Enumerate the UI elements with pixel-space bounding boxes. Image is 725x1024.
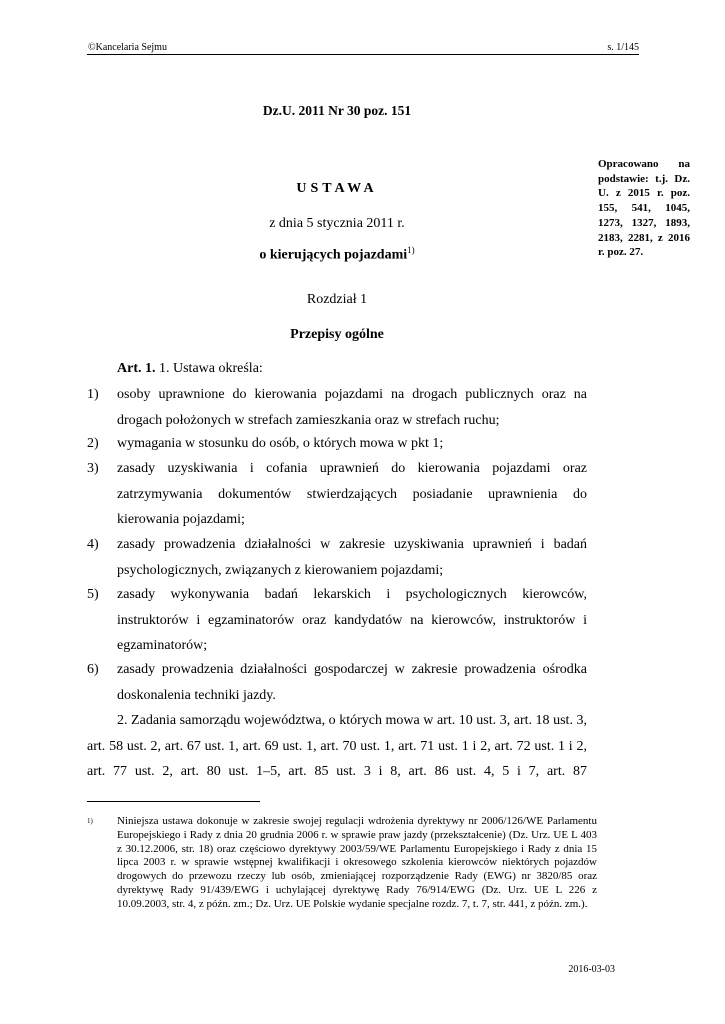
list-item-text: zasady prowadzenia działalności gospodarczej w zakresie prowadzenia ośrodka doskonalenia techniki jazdy. [117, 662, 587, 703]
list-item-number: 6) [87, 662, 99, 677]
chapter-label: Rozdział 1 [306, 292, 368, 307]
act-title [87, 245, 587, 264]
list-item [87, 532, 587, 583]
list-item [87, 456, 587, 533]
act-title-text: o kierujących pojazdami [259, 247, 408, 263]
list-item-text: wymagania w stosunku do osób, o których mowa w pkt 1; [117, 436, 444, 451]
list-item-text: osoby uprawnione do kierowania pojazdami na drogach publicznych oraz na drogach położonych w strefach zamieszkania oraz w strefach ruchu; [117, 387, 587, 428]
header-left: ©Kancelaria Sejmu [88, 42, 167, 53]
footnote-divider [87, 801, 260, 802]
list-item-text: zasady wykonywania badań lekarskich i psychologicznych kierowców, instruktorów i egzaminatorów oraz kandydatów na kierowców, instruktorów i egzaminatorów; [117, 587, 587, 653]
list-item [87, 582, 587, 659]
list-item-number: 5) [87, 587, 99, 602]
act-type: USTAWA [296, 181, 378, 196]
list-item-number: 1) [87, 387, 99, 402]
list-item-number: 3) [87, 461, 99, 476]
list-item [87, 657, 587, 708]
list-item-text: zasady uzyskiwania i cofania uprawnień do kierowania pojazdami oraz zatrzymywania dokumentów stwierdzających posiadanie uprawnienia do kierowania pojazdami; [117, 461, 587, 527]
list-item [87, 431, 587, 457]
article-intro [117, 356, 587, 382]
list-item-number: 2) [87, 436, 99, 451]
footnote-text: Niniejsza ustawa dokonuje w zakresie swojej regulacji wdrożenia dyrektywy nr 2006/126/WE Parlamentu Europejskiego i Rady z dnia 20 grudnia 2006 r. w sprawie praw jazdy (przekształcenie) (Dz. Urz. UE L 403 z 30.12.2006, str. 18) oraz częściowo dyrektywy 2003/59/WE Parlamentu Europejskiego i Rady z dnia 15 lipca 2003 r. w sprawie wstępnej kwalifikacji i okresowego szkolenia kierowców niektórych pojazdów drogowych do przewozu rzeczy lub osób, zmieniającej rozporządzenie Rady (EWG) nr 3820/85 oraz dyrektywę Rady 91/439/EWG i uchylającej dyrektywę Rady 76/914/EWG (Dz. Urz. UE L 226 z 10.09.2003, str. 4, z późn. zm.; Dz. Urz. UE Polskie wydanie specjalne rozdz. 7, t. 7, str. 441, z późn. zm.). [117, 815, 597, 910]
footnote-marker: 1) [87, 817, 93, 825]
footnote [87, 815, 597, 912]
chapter-title: Przepisy ogólne [290, 327, 384, 342]
article-label: Art. 1. [117, 361, 156, 376]
list-item [87, 382, 587, 433]
header-divider [87, 54, 639, 55]
page-number: s. 1/145 [607, 42, 639, 53]
list-item-number: 4) [87, 537, 99, 552]
page-date: 2016-03-03 [568, 964, 615, 975]
list-item-text: zasady prowadzenia działalności w zakresie uzyskiwania uprawnień i badań psychologicznych, związanych z kierowaniem pojazdami; [117, 537, 587, 578]
article-paragraph-2: 2. Zadania samorządu województwa, o których mowa w art. 10 ust. 3, art. 18 ust. 3, art. 58 ust. 2, art. 67 ust. 1, art. 69 ust. 1, art. 70 ust. 1, art. 71 ust. 1 i 2, art. 72 ust. 1 i 2, art. 77 ust. 2, art. 80 ust. 1–5, art. 85 ust. 3 i 8, art. 86 ust. 4, 5 i 7, art. 87 [87, 713, 587, 779]
footnote-reference[interactable]: 1) [407, 245, 415, 255]
journal-reference: Dz.U. 2011 Nr 30 poz. 151 [262, 103, 412, 118]
act-date: z dnia 5 stycznia 2011 r. [269, 216, 405, 231]
side-note: Opracowano na podstawie: t.j. Dz. U. z 2015 r. poz. 155, 541, 1045, 1273, 1327, 1893, 2183, 2281, z 2016 r. poz. 27. [598, 158, 690, 259]
article-intro-text: 1. Ustawa określa: [159, 361, 263, 376]
